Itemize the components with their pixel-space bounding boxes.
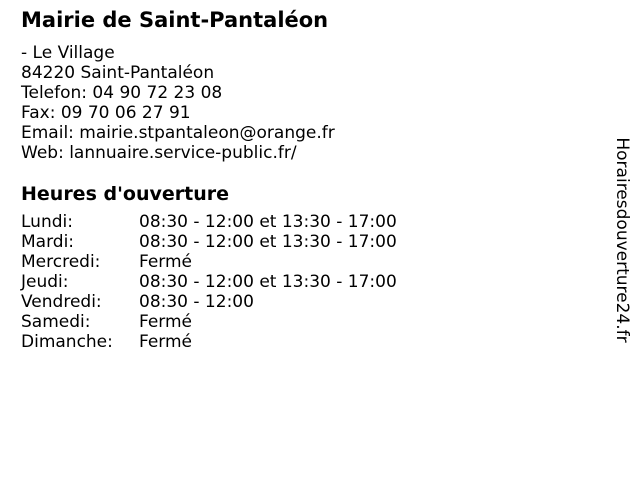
- phone-line: Telefon: 04 90 72 23 08: [21, 83, 223, 103]
- contact-block: [21, 43, 600, 163]
- day-label: Dimanche:: [21, 332, 113, 352]
- day-times: 08:30 - 12:00 et 13:30 - 17:00: [139, 212, 397, 232]
- address-line-2: 84220 Saint-Pantaléon: [21, 63, 215, 83]
- day-label: Samedi:: [21, 312, 91, 332]
- hours-row-wednesday: [21, 252, 600, 272]
- day-label: Vendredi:: [21, 292, 102, 312]
- day-times: Fermé: [139, 252, 193, 272]
- fax-line: Fax: 09 70 06 27 91: [21, 103, 191, 123]
- hours-row-thursday: [21, 272, 600, 292]
- day-times: 08:30 - 12:00: [139, 292, 254, 312]
- address-line-1: - Le Village: [21, 43, 115, 63]
- day-times: Fermé: [139, 332, 193, 352]
- hours-heading: Heures d'ouverture: [21, 183, 229, 205]
- day-times: 08:30 - 12:00 et 13:30 - 17:00: [139, 232, 397, 252]
- hours-row-friday: [21, 292, 600, 312]
- day-label: Mercredi:: [21, 252, 101, 272]
- day-times: 08:30 - 12:00 et 13:30 - 17:00: [139, 272, 397, 292]
- email-line: Email: mairie.stpantaleon@orange.fr: [21, 123, 335, 143]
- hours-row-sunday: [21, 332, 600, 352]
- page-title: Mairie de Saint-Pantaléon: [21, 8, 329, 32]
- day-label: Mardi:: [21, 232, 75, 252]
- day-label: Jeudi:: [21, 272, 69, 292]
- watermark-vertical-text: Horairesdouverture24.fr: [612, 137, 632, 343]
- day-times: Fermé: [139, 312, 193, 332]
- hours-table: [21, 212, 600, 352]
- hours-row-tuesday: [21, 232, 600, 252]
- hours-row-monday: [21, 212, 600, 232]
- web-line: Web: lannuaire.service-public.fr/: [21, 143, 297, 163]
- day-label: Lundi:: [21, 212, 73, 232]
- hours-row-saturday: [21, 312, 600, 332]
